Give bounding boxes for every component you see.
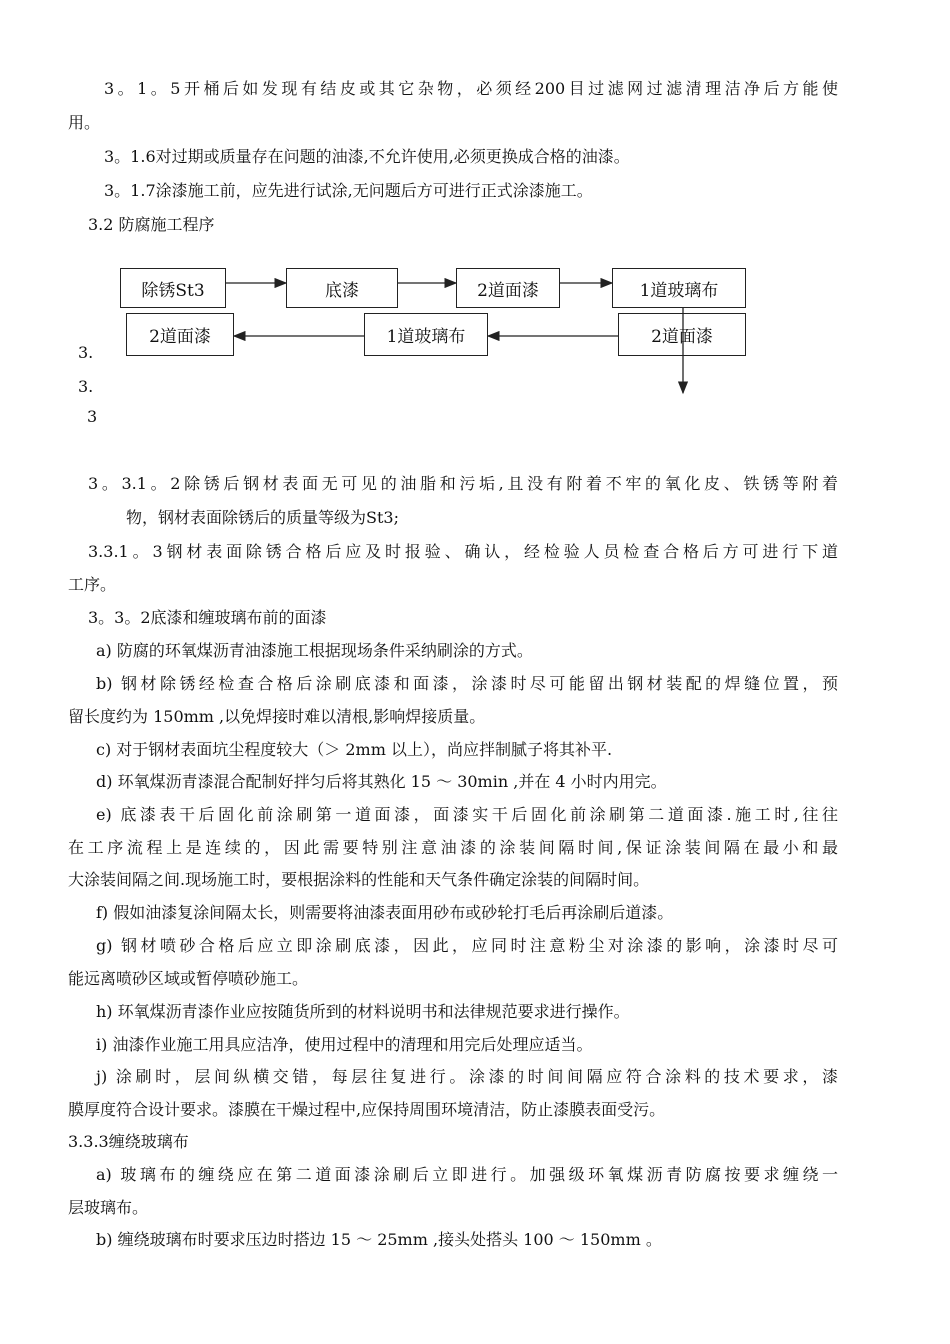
heading-3-3-2: 3。3。2底漆和缠玻璃布前的面漆 [88, 608, 327, 627]
item-j-line1: j) 涂刷时，层间纵横交错，每层往复进行。涂漆的时间间隔应符合涂料的技术要求，漆 [96, 1067, 838, 1086]
item-g-line1: g) 钢材喷砂合格后应立即涂刷底漆，因此，应同时注意粉尘对涂漆的影响，涂漆时尽可 [96, 936, 838, 955]
item-c: c) 对于钢材表面坑尘程度较大（＞ 2mm 以上），尚应拌制腻子将其补平. [96, 740, 613, 759]
para-3-3-1-3-line1: 3.3.1。3钢材表面除锈合格后应及时报验、确认，经检验人员检查合格后方可进行下道 [88, 542, 838, 561]
item-b-line1: b) 钢材除锈经检查合格后涂刷底漆和面漆，涂漆时尽可能留出钢材装配的焊缝位置，预 [96, 674, 838, 693]
flow-box-glass-cloth-2: 1道玻璃布 [364, 313, 488, 356]
heading-3-3-3: 3.3.3缠绕玻璃布 [68, 1132, 189, 1151]
flow-box-glass-cloth-1: 1道玻璃布 [612, 268, 746, 308]
para-3-3-1-3-line2: 工序。 [68, 575, 117, 594]
flow-arrows [0, 0, 950, 420]
item-b-line2: 留长度约为 150mm ,以免焊接时难以清根,影响焊接质量。 [68, 707, 486, 726]
flow-box-topcoat-1: 2道面漆 [456, 268, 560, 308]
item-k-line2: 层玻璃布。 [68, 1198, 149, 1217]
flow-box-topcoat-2: 2道面漆 [618, 313, 746, 356]
para-3-1-5-line1: 3。1。5开桶后如发现有结皮或其它杂物，必须经200目过滤网过滤清理洁净后方能使 [104, 79, 838, 98]
para-3-1-7: 3。1.7涂漆施工前，应先进行试涂,无问题后方可进行正式涂漆施工。 [104, 181, 593, 200]
item-i: i) 油漆作业施工用具应洁净，使用过程中的清理和用完后处理应适当。 [96, 1035, 593, 1054]
item-e-line3: 大涂装间隔之间.现场施工时，要根据涂料的性能和天气条件确定涂装的间隔时间。 [68, 870, 650, 889]
item-l: b) 缠绕玻璃布时要求压边时搭边 15 ～ 25mm ,接头处搭头 100 ～ 150mm 。 [96, 1230, 662, 1249]
item-g-line2: 能远离喷砂区域或暂停喷砂施工。 [68, 969, 309, 988]
heading-3-2: 3.2 防腐施工程序 [88, 215, 215, 234]
para-3-3-1-2-line2: 物，钢材表面除锈后的质量等级为St3; [126, 508, 399, 527]
item-a: a) 防腐的环氧煤沥青油漆施工根据现场条件采纳刷涂的方式。 [96, 641, 533, 660]
clipped-label-1: 3. [78, 343, 94, 362]
flow-box-primer: 底漆 [286, 268, 398, 308]
para-3-1-6: 3。1.6对过期或质量存在问题的油漆,不允许使用,必须更换成合格的油漆。 [104, 147, 630, 166]
para-3-1-5-line2: 用。 [68, 113, 101, 132]
item-k-line1: a) 玻璃布的缠绕应在第二道面漆涂刷后立即进行。加强级环氧煤沥青防腐按要求缠绕一 [96, 1165, 838, 1184]
clipped-label-2: 3. [78, 377, 94, 396]
flow-box-topcoat-3: 2道面漆 [126, 313, 234, 356]
item-h: h) 环氧煤沥青漆作业应按随货所到的材料说明书和法律规范要求进行操作。 [96, 1002, 630, 1021]
item-f: f) 假如油漆复涂间隔太长，则需要将油漆表面用砂布或砂轮打毛后再涂刷后道漆。 [96, 903, 674, 922]
flow-box-derust: 除锈St3 [120, 268, 226, 308]
para-3-3-1-2-line1: 3。3.1。2除锈后钢材表面无可见的油脂和污垢,且没有附着不牢的氧化皮、铁锈等附着 [88, 474, 838, 493]
item-e-line2: 在工序流程上是连续的，因此需要特别注意油漆的涂装间隔时间,保证涂装间隔在最小和最 [68, 838, 838, 857]
item-e-line1: e) 底漆表干后固化前涂刷第一道面漆，面漆实干后固化前涂刷第二道面漆.施工时,往往 [96, 805, 838, 824]
clipped-label-3: 3 [87, 407, 98, 426]
item-d: d) 环氧煤沥青漆混合配制好拌匀后将其熟化 15 ～ 30min ,并在 4 小时内用完。 [96, 772, 667, 791]
item-j-line2: 膜厚度符合设计要求。漆膜在干燥过程中,应保持周围环境清洁，防止漆膜表面受污。 [68, 1100, 666, 1119]
